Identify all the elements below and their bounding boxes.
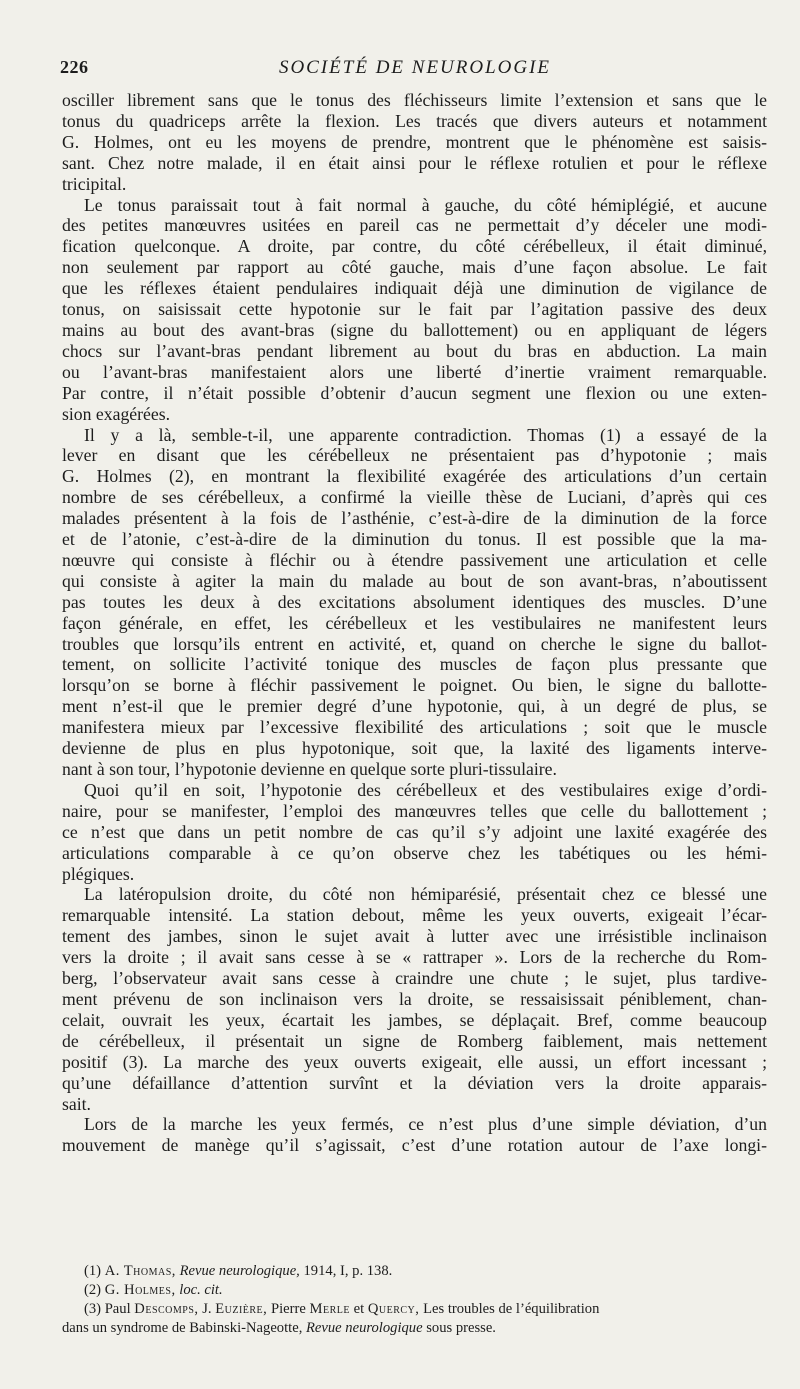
- footnote-text: J.: [202, 1301, 212, 1317]
- text-line: fication quelconque. A droite, par contre, du côté cérébelleux, il était diminué,: [62, 236, 767, 257]
- text-line: ou l’avant-bras manifestaient alors une liberté d’inertie vraiment remarquable.: [62, 361, 767, 382]
- text-line: lorsqu’on se borne à fléchir passivement le poignet. Ou bien, le signe du ballotte-: [62, 675, 767, 696]
- text-line: nant à son tour, l’hypotonie devienne en quelque sorte pluri-tissulaire.: [62, 759, 557, 779]
- text-line: vers la droite ; il avait sans cesse à se « rattraper ». Lors de la recherche du Rom-: [62, 947, 767, 968]
- footnote-author: Merle: [309, 1301, 350, 1317]
- footnote-3-continuation: [62, 1319, 767, 1338]
- text-line: et de l’atonie, c’est-à-dire de la diminution du tonus. Il est possible que la ma-: [62, 529, 767, 550]
- footnote-3: [62, 1300, 767, 1319]
- text-line: remarquable intensité. La station debout, même les yeux ouverts, exigeait l’écar-: [62, 905, 767, 926]
- text-line: ment prévenu de son inclinaison vers la droite, se ressaisissait péniblement, chan-: [62, 988, 767, 1009]
- text-line: tonus du quadriceps arrête la flexion. Les tracés que divers auteurs et notamment: [62, 110, 767, 131]
- text-line: Il y a là, semble-t-il, une apparente contradiction. Thomas (1) a essayé de la: [84, 424, 767, 445]
- text-line: des petites manœuvres usitées en pareil cas ne permettait d’y déceler une modi-: [62, 215, 767, 236]
- footnote-text: Pierre: [270, 1301, 306, 1317]
- footnote-text: sous presse.: [426, 1320, 496, 1336]
- text-line: nombre de ses cérébelleux, a confirmé la vieille thèse de Luciani, d’après qui ces: [62, 487, 767, 508]
- footnote-source: Revue neurologique,: [179, 1263, 300, 1279]
- text-line: nœuvre qui consiste à fléchir ou à étendre passivement une articulation et celle: [62, 549, 767, 570]
- footnote-text: dans un syndrome de Babinski-Nageotte,: [62, 1320, 303, 1336]
- text-line: ment n’est-il que le premier degré d’une hypotonie, qui, à un degré de plus, se: [62, 696, 767, 717]
- text-line: tement, on sollicite l’activité tonique des muscles de façon plus pressante que: [62, 654, 767, 675]
- text-line: Quoi qu’il en soit, l’hypotonie des cérébelleux et des vestibulaires exige d’ordi-: [84, 779, 767, 800]
- text-line: mains au bout des avant-bras (signe du ballottement) ou en appliquant de légers: [62, 319, 767, 340]
- footnote-rest: 1914, I, p. 138.: [303, 1263, 393, 1279]
- text-line: lever en disant que les cérébelleux ne présentaient pas d’hypotonie ; mais: [62, 445, 767, 466]
- text-line: positif (3). La marche des yeux ouverts exigeait, elle aussi, un effort incessant ;: [62, 1051, 767, 1072]
- text-line: pas toutes les deux à des excitations absolument identiques des muscles. D’une: [62, 591, 767, 612]
- footnote-1: [62, 1262, 767, 1281]
- text-line: sion exagérées.: [62, 403, 171, 424]
- text-line: sait.: [62, 1093, 91, 1114]
- text-line: Lors de la marche les yeux fermés, ce n’est plus d’une simple déviation, d’un: [84, 1114, 767, 1135]
- footnote-author: G. Holmes,: [104, 1282, 176, 1298]
- text-line: façon générale, en effet, les cérébelleux et les vestibulaires ne manifestent leurs: [62, 612, 767, 633]
- footnote-source: loc. cit.: [179, 1282, 223, 1298]
- text-line: plégiques.: [62, 863, 135, 884]
- page-number: 226: [60, 57, 89, 77]
- text-line: celait, ouvrait les yeux, écartait les jambes, se déplaçait. Bref, comme beaucoup: [62, 1009, 767, 1030]
- text-line: La latéropulsion droite, du côté non hémiparésié, présentait chez ce blessé une: [84, 884, 767, 905]
- text-line: tricipital.: [62, 173, 127, 194]
- text-line: mouvement de manège qu’il s’agissait, c’est d’une rotation autour de l’axe longi-: [62, 1135, 767, 1156]
- footnote-author: A. Thomas,: [104, 1263, 176, 1279]
- text-line: chocs sur l’avant-bras pendant librement au bout du bras en abduction. La main: [62, 340, 767, 361]
- text-line: sant. Chez notre malade, il en était ainsi pour le réflexe rotulien et pour le réflexe: [62, 152, 767, 173]
- footnote-source: Revue neurologique: [306, 1320, 423, 1336]
- text-line: ce n’est que dans un petit nombre de cas qu’il s’y adjoint une laxité exagérée des: [62, 821, 767, 842]
- running-head: SOCIÉTÉ DE NEUROLOGIE: [278, 57, 552, 78]
- text-line: manifestera mieux par l’excessive flexibilité des articulations ; soit que le muscle: [62, 717, 767, 738]
- text-line: Par contre, il n’était possible d’obtenir d’aucun segment une flexion ou une exten-: [62, 382, 767, 403]
- text-line: G. Holmes, ont eu les moyens de prendre, montrent que le phénomène est saisis-: [62, 131, 767, 152]
- footnote-author: Quercy,: [367, 1301, 420, 1317]
- text-line: naire, pour se manifester, l’emploi des manœuvres telles que celle du ballottement ;: [62, 800, 767, 821]
- text-line: devienne de plus en plus hypotonique, soit que, la laxité des ligaments interve-: [62, 738, 767, 759]
- footnote-marker: (1): [84, 1263, 102, 1279]
- body-text: [62, 90, 767, 1156]
- text-line: malades présentent à la fois de l’asthénie, c’est-à-dire de la diminution de la force: [62, 508, 767, 529]
- text-line: G. Holmes (2), en montrant la flexibilité exagérée des articulations d’un certain: [62, 466, 767, 487]
- text-line: tement des jambes, sinon le sujet avait à lutter avec une irrésistible inclinaison: [62, 926, 767, 947]
- footnote-title: Les troubles de l’équilibration: [423, 1301, 600, 1317]
- text-line: qu’une défaillance d’attention survînt et la déviation vers la droite apparais-: [62, 1072, 767, 1093]
- page-header: [60, 57, 770, 83]
- footnote-text: Paul: [104, 1301, 131, 1317]
- text-line: de cérébelleux, il présentait un signe de Romberg faiblement, mais nettement: [62, 1030, 767, 1051]
- footnotes: [62, 1262, 767, 1338]
- text-line: qui consiste à agiter la main du malade au bout de son avant-bras, n’aboutissent: [62, 570, 767, 591]
- text-line: Le tonus paraissait tout à fait normal à gauche, du côté hémiplégié, et aucune: [84, 194, 767, 215]
- footnote-author: Descomps,: [134, 1301, 199, 1317]
- text-line: tonus, on saisissait cette hypotonie sur le fait par l’agitation passive des deux: [62, 299, 767, 320]
- text-line: osciller librement sans que le tonus des fléchisseurs limite l’extension et sans que le: [62, 90, 767, 110]
- footnote-marker: (3): [84, 1301, 102, 1317]
- footnote-author: Euzière,: [215, 1301, 268, 1317]
- text-line: troubles que lorsqu’ils entrent en activité, et, quand on cherche le signe du ballot-: [62, 633, 767, 654]
- text-line: articulations comparable à ce qu’on observe chez les tabétiques ou les hémi-: [62, 842, 767, 863]
- footnote-text: et: [353, 1301, 365, 1317]
- text-line: que les réflexes étaient pendulaires indiquait déjà une diminution de vigilance de: [62, 278, 767, 299]
- footnote-marker: (2): [84, 1282, 102, 1298]
- text-line: berg, l’observateur avait sans cesse à craindre une chute ; le sujet, plus tardive-: [62, 968, 767, 989]
- footnote-2: [62, 1281, 767, 1300]
- text-line: non seulement par rapport au côté gauche, mais d’une façon absolue. Le fait: [62, 257, 767, 278]
